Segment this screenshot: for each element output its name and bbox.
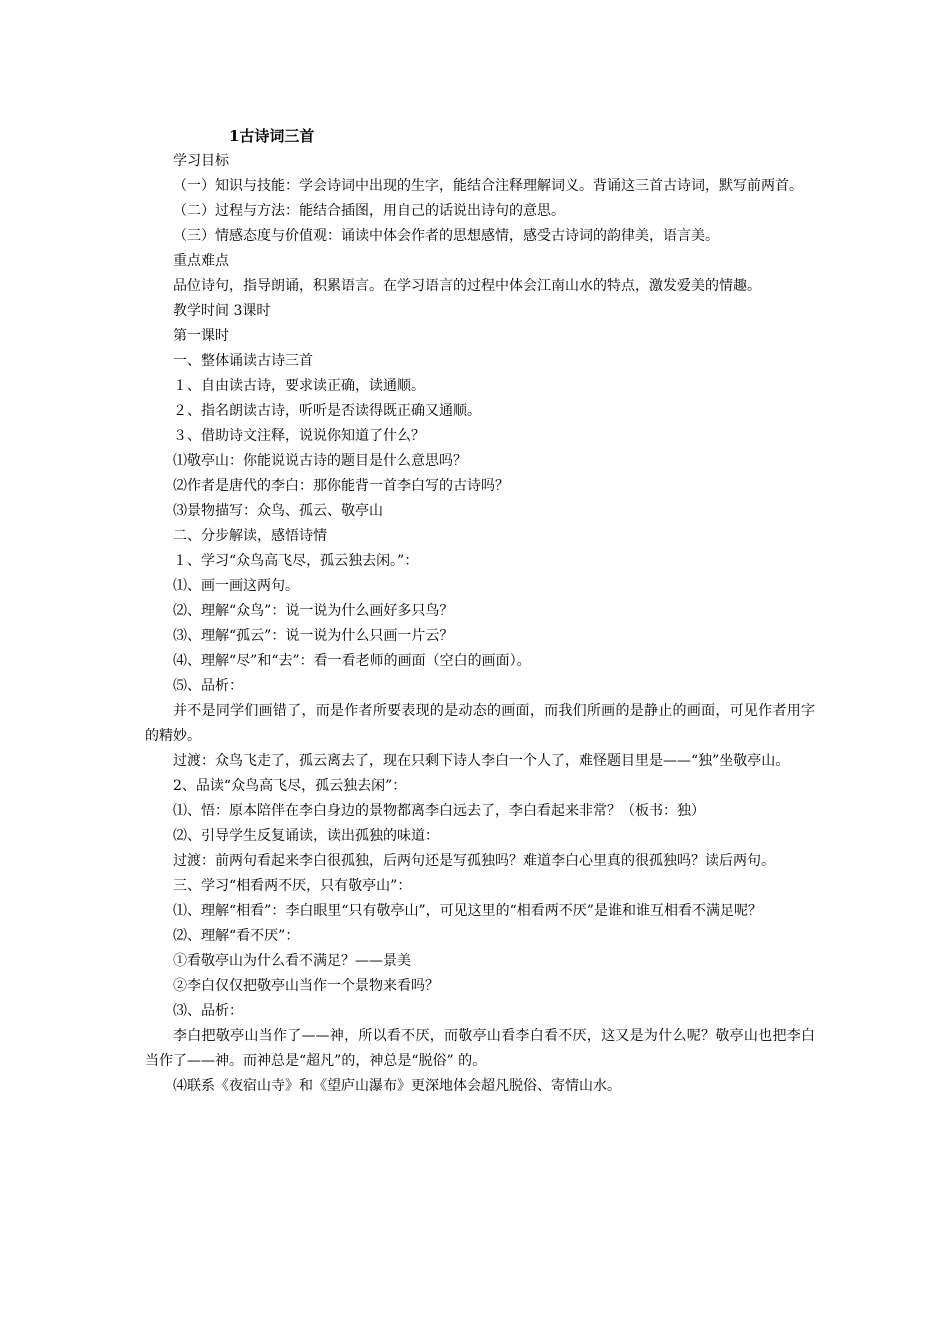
- goal-emotion-values: （三）情感态度与价值观：诵读中体会作者的思想感情，感受古诗词的韵律美，语言美。: [173, 228, 719, 244]
- transition-paragraph: 过渡：众鸟飞走了，孤云离去了，现在只剩下诗人李白一个人了，难怪题目里是——“独”坐敬亭山。: [173, 753, 790, 769]
- list-item: ⑷、理解“尽”和“去”：看一看老师的画面（空白的画面）。: [173, 653, 531, 669]
- heading-first-lesson: 第一课时: [173, 328, 229, 344]
- list-item: ⑵、理解“众鸟”：说一说为什么画好多只鸟？: [173, 603, 454, 619]
- list-item: 2、品读“众鸟高飞尽，孤云独去闲”：: [173, 778, 407, 794]
- document-body: [145, 124, 815, 1099]
- list-item: ⑴敬亭山：你能说说古诗的题目是什么意思吗？: [173, 453, 467, 469]
- analysis-paragraph: 李白把敬亭山当作了——神，所以看不厌，而敬亭山看李白看不厌，这又是为什么呢？敬亭山也把李白当作了——神。而神总是“超凡”的，神总是“脱俗” 的。: [145, 1028, 815, 1069]
- teaching-time: 教学时间 3课时: [173, 303, 271, 319]
- list-item: ⑴、画一画这两句。: [173, 578, 299, 594]
- list-item: ⑵、引导学生反复诵读，读出孤独的味道：: [173, 828, 439, 844]
- transition-paragraph: 过渡：前两句看起来李白很孤独，后两句还是写孤独吗？难道李白心里真的很孤独吗？读后两句。: [173, 853, 775, 869]
- document-title: 1古诗词三首: [229, 127, 315, 145]
- list-item: ①看敬亭山为什么看不满足？——景美: [173, 953, 411, 969]
- list-item: ⑴、悟：原本陪伴在李白身边的景物都离李白远去了，李白看起来非常？（板书：独）: [173, 803, 705, 819]
- list-item: ⑶景物描写：众鸟、孤云、敬亭山: [173, 503, 383, 519]
- list-item: ⑸、品析：: [173, 678, 243, 694]
- list-item: ⑷联系《夜宿山寺》和《望庐山瀑布》更深地体会超凡脱俗、寄情山水。: [173, 1078, 621, 1094]
- list-item: １、自由读古诗，要求读正确，读通顺。: [173, 378, 425, 394]
- list-item: ⑶、品析：: [173, 1003, 243, 1019]
- list-item: ⑵作者是唐代的李白：那你能背一首李白写的古诗吗？: [173, 478, 509, 494]
- list-item: ３、借助诗文注释，说说你知道了什么？: [173, 428, 425, 444]
- list-item: ２、指名朗读古诗，听听是否读得既正确又通顺。: [173, 403, 481, 419]
- section-three-heading: 三、学习“相看两不厌，只有敬亭山”：: [173, 878, 412, 894]
- analysis-paragraph: 并不是同学们画错了，而是作者所要表现的是动态的画面，而我们所画的是静止的画面，可见作者用字的精妙。: [145, 703, 815, 744]
- list-item: ⑴、理解“相看”：李白眼里“只有敬亭山”，可见这里的“相看两不厌”是谁和谁互相看不满足呢？: [173, 903, 762, 919]
- goal-knowledge-skills: （一）知识与技能：学会诗词中出现的生字，能结合注释理解词义。背诵这三首古诗词，默写前两首。: [173, 178, 803, 194]
- list-item: １、学习“众鸟高飞尽，孤云独去闲。”：: [173, 553, 419, 569]
- list-item: ⑵、理解“看不厌”：: [173, 928, 300, 944]
- section-two-heading: 二、分步解读，感悟诗情: [173, 528, 327, 544]
- goal-process-method: （二）过程与方法：能结合插图，用自己的话说出诗句的意思。: [173, 203, 565, 219]
- key-difficulties-text: 品位诗句，指导朗诵，积累语言。在学习语言的过程中体会江南山水的特点，激发爱美的情趣。: [173, 278, 761, 294]
- heading-key-difficulties: 重点难点: [173, 253, 229, 269]
- list-item: ⑶、理解“孤云”：说一说为什么只画一片云？: [173, 628, 454, 644]
- section-one-heading: 一、整体诵读古诗三首: [173, 353, 313, 369]
- heading-learning-goals: 学习目标: [173, 153, 229, 169]
- list-item: ②李白仅仅把敬亭山当作一个景物来看吗？: [173, 978, 439, 994]
